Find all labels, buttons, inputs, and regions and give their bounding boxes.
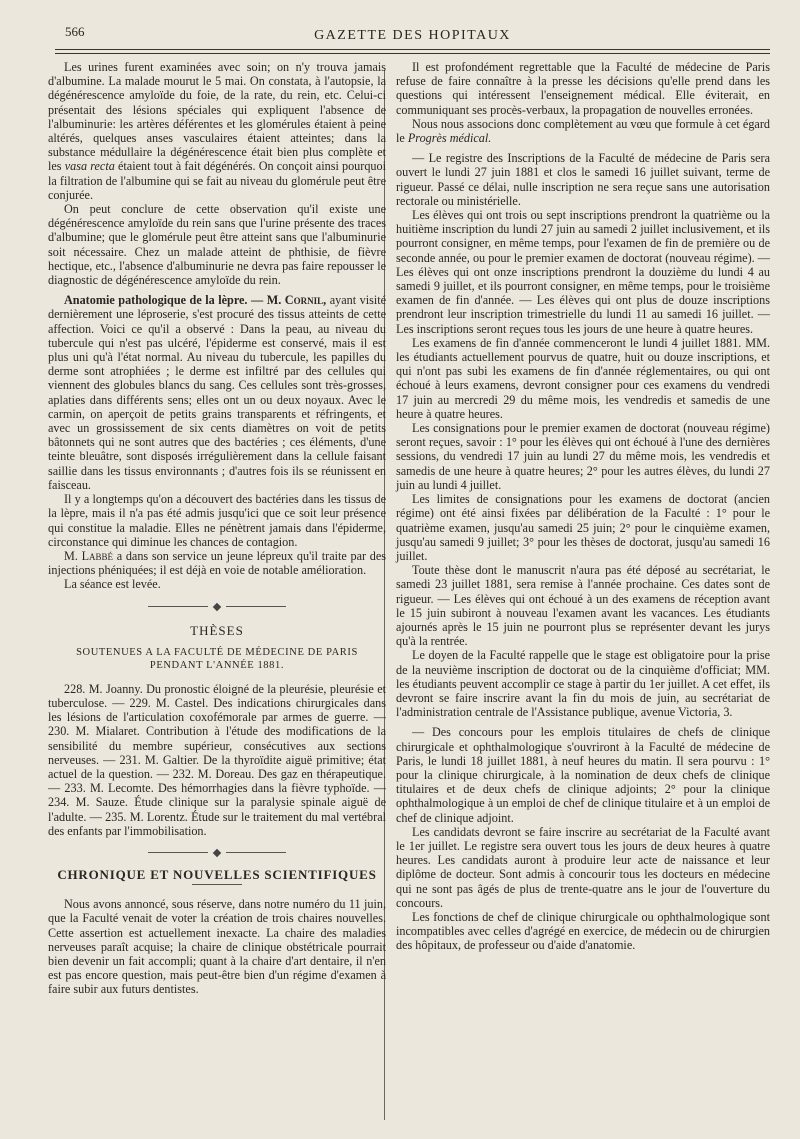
paragraph: La séance est levée.: [64, 577, 161, 592]
page-number: 566: [65, 24, 85, 39]
theses-title: THÈSES: [190, 622, 244, 638]
paragraph: Les limites de consignations pour les examens de doctorat (ancien régime) ont été ainsi fixées par délibération de la Faculté : 1° pour le quatrième examen, jusqu'au samedi 25 juin; 2° pour le cinquième examen, jusqu'au samedi 9 juillet; 3° pour les thèses de doctorat, jusqu'au samedi 16 juillet.: [396, 492, 770, 563]
paragraph: Les candidats devront se faire inscrire au secrétariat de la Faculté avant le 1er juillet. Le registre sera ouvert tous les jours de deux heures à quatre heures. Les candidats auront à produire leur acte de naissance et leur diplôme de docteur. Sont admis à concourir tous les docteurs en médecine qui ne sont pas âgés de plus de trente-quatre ans le jour de l'ouverture du concours.: [396, 824, 770, 910]
paragraph: Nous avons annoncé, sous réserve, dans notre numéro du 11 juin, que la Faculté venait de voter la création de trois chaires nouvelles. Cette assertion est actuellement inexacte. La chaire des maladies nerveuses paraît acquise; la chaire de clinique obstétricale pourrait bien devenir un fait accompli; quant à la chaire d'art dentaire, il n'en est pas encore question, mais peut-être bien d'un régime d'examen à faire subir aux futurs dentistes.: [48, 897, 386, 997]
paragraph: On peut conclure de cette observation qu'il existe une dégénérescence amyloïde du rein sans que l'urine présente des traces d'albumine; que le glomérule peut être atteint sans que l'albuminurie soit nécessaire. Chez un malade atteint de phthisie, de fièvre hectique, etc., l'absence d'albuminurie ne devra pas faire repousser le diagnostic de dégénérescence amyloïde du rein.: [48, 202, 386, 288]
theses-subtitle: SOUTENUES A LA FACULTÉ DE MÉDECINE DE PARIS PENDANT L'ANNÉE 1881.: [76, 646, 358, 671]
lepre-paragraph: Anatomie pathologique de la lèpre. — M. Cornil, ayant visité dernièrement une léproserie, s'est procuré des tissus atteints de cette affection. Voici ce qu'il a observé : Dans la peau, au niveau du tubercule qui n'est pas ulcéré, l'épiderme est conservé, mais il est plus uni qu'à l'état normal. Au niveau du tubercule, les papilles du derme sont atrophiées ; le derme est infiltré par des cellules qui viennent des globules blancs du sang. Ces cellules sont très-grosses, aplaties dans différents sens; elles ont un ou deux noyaux. Avec le carmin, on aperçoit de petits grains transparents et réfringents, et avec un grossissement de six cents diamètres on voit de petits bâtonnets qui ne sont autres que des bactéries ; ces éléments, d'une teinte bleuâtre, sont disposés irrégulièrement dans la cellule faisant saillie dans les tissus environnants ; d'autres fois ils se réunissent en faisceau.: [48, 293, 387, 492]
paragraph: Les examens de fin d'année commenceront le lundi 4 juillet 1881. MM. les étudiants actuellement pourvus de quatre, huit ou douze inscriptions, et qui n'ont pas subi les examens de fin d'année réglementaires, ou qui ont échoué à leurs examens, devront consigner pour ces examens du vendredi 17 juin au mercredi 29 du même mois, les vendredis et samedis de une heure à quatre heures.: [396, 335, 770, 421]
right-column: [396, 60, 770, 953]
paragraph: Les fonctions de chef de clinique chirurgicale ou ophthalmologique sont incompatibles avec celles d'agrégé en exercice, de médecin ou de chirurgien des hôpitaux, de professeur ou d'aide d'anatomie.: [396, 909, 770, 953]
running-title: GAZETTE DES HOPITAUX: [314, 28, 511, 43]
paragraph: Les urines furent examinées avec soin; on n'y trouva jamais d'albumine. La malade mourut le 5 mai. On constata, à l'autopsie, la dégénérescence amyloïde du foie, de la rate, du rein, etc. Celui-ci présentait des lésions spéciales qui expliquent l'absence de l'albuminurie: les artères déférentes et les glomérules étaient à peine altérés, quelques anses vasculaires étaient atteintes; dans la substance médullaire la dégénérescence était bien plus complète et les vasa recta étaient tout à fait dégénérés. On conçoit ainsi pourquoi la filtration de l'albumine qui se fait au niveau du glomérule peut être conjurée.: [48, 60, 387, 202]
title-rule: [192, 884, 242, 885]
page-header: [55, 20, 770, 46]
theses-list: 228. M. Joanny. Du pronostic éloigné de la pleurésie, pleurésie et tuberculose. — 229. M. Castel. Des indications chirurgicales dans les lésions de l'articulation coxofémorale par armes de guerre. — 230. M. Mialaret. Contribution à l'étude des modifications de la sensibilité du membre supérieur, consécutives aux sections nerveuses. — 231. M. Galtier. De la thyroïdite aiguë primitive; état actuel de la question. — 232. M. Doreau. Des gaz en thérapeutique. — 233. M. Lecomte. Des hémorrhagies dans la fièvre typhoïde. — 234. M. Sauze. Étude clinique sur la paralysie spinale aiguë de l'adulte. — 235. M. Lorentz. Étude sur le traitement du mal vertébral des enfants par l'immobilisation.: [48, 681, 386, 838]
paragraph: Nous nous associons donc complètement au vœu que formule à cet égard le Progrès médical.: [396, 116, 770, 146]
chronique-title: CHRONIQUE ET NOUVELLES SCIENTIFIQUES: [57, 866, 377, 882]
paragraph: — Des concours pour les emplois titulaires de chefs de clinique chirurgicale et ophthalmologique s'ouvriront à la Faculté de médecine de Paris, le lundi 18 juillet 1881, à neuf heures du matin. Il sera pourvu : 1° pour la clinique chirurgicale, à la nomination de deux chefs de clinique titulaires et de deux chefs de clinique adjoints; 2° pour la clinique ophthalmologique à un emploi de chef de clinique titulaire et à un emploi de chef de clinique adjoint.: [396, 725, 770, 825]
paragraph: Il y a longtemps qu'on a découvert des bactéries dans les tissus de la lèpre, mais il n'a pas été admis jusqu'ici que ce soit leur présence qui constitue la maladie. Elles ne pénètrent jamais dans l'épiderme, circonstance qui diminue les chances de contagion.: [48, 492, 386, 549]
paragraph: Toute thèse dont le manuscrit n'aura pas été déposé au secrétariat, le samedi 23 juillet 1881, sera remise à l'année prochaine. Ces dates sont de rigueur. — Les élèves qui ont échoué à un des examens de réception avant le 15 juin subiront à nouveau l'examen avant les vacances. Les étudiants ajournés après le 15 juin ne pourront plus se représenter devant les jurys qu'à la rentrée.: [396, 563, 770, 649]
left-column: [48, 60, 386, 997]
section-heading: Anatomie pathologique de la lèpre. —: [64, 293, 264, 308]
ornament-divider: [48, 850, 386, 856]
paragraph: Il est profondément regrettable que la Faculté de médecine de Paris refuse de faire connaître à la presse les décisions qu'elle prend dans les questions qui intéressent l'enseignement médical. Elle éviterait, en communiquant ses procès-verbaux, la propagation de nouvelles erronées.: [396, 60, 770, 117]
paragraph: M. Labbé a dans son service un jeune lépreux qu'il traite par des injections phéniquées; il est déjà en voie de notable amélioration.: [48, 548, 386, 578]
ornament-divider: [48, 604, 386, 610]
paragraph: Les consignations pour le premier examen de doctorat (nouveau régime) seront reçues, savoir : 1° pour les élèves qui ont échoué à l'une des dernières sessions, du vendredi 17 juin au lundi 27 du même mois, les vendredis et samedis de une heure à quatre heures; 2° pour les autres élèves, du lundi 27 juin au lundi 4 juillet.: [396, 421, 770, 492]
header-rule: [55, 49, 770, 54]
paragraph: Le doyen de la Faculté rappelle que le stage est obligatoire pour la prise de la neuvième inscription de doctorat ou de la cinquième d'officiat; MM. les étudiants peuvent accomplir ce stage à partir du 1er juillet. A cet effet, ils devront se faire inscrire avant la fin du mois de juin, au secrétariat de l'administration centrale de l'Assistance publique, avenue Victoria, 3.: [396, 648, 770, 720]
paragraph: Les élèves qui ont trois ou sept inscriptions prendront la quatrième ou la huitième inscription du lundi 27 juin au samedi 2 juillet inclusivement, et ils pourront consigner, en même temps, pour l'examen de fin de première ou de seconde année, ou pour le premier examen de doctorat (nouveau régime). — Les élèves qui ont onze inscriptions prendront la douzième du lundi 4 au samedi 9 juillet, et ils pourront consigner, en même temps, pour le troisième examen de fin d'année. — Les élèves qui ont plus de douze inscriptions prendront leur inscription trimestrielle du lundi 11 au samedi 16 juillet. — Les inscriptions seront reçues tous les jours de une heure à quatre heures.: [396, 208, 770, 336]
paragraph: — Le registre des Inscriptions de la Faculté de médecine de Paris sera ouvert le lundi 27 juin 1881 et clos le samedi 16 juillet suivant, terme de rigueur. Passé ce délai, nulle inscription ne sera reçue sans une autorisation rectorale ou ministérielle.: [396, 151, 770, 208]
